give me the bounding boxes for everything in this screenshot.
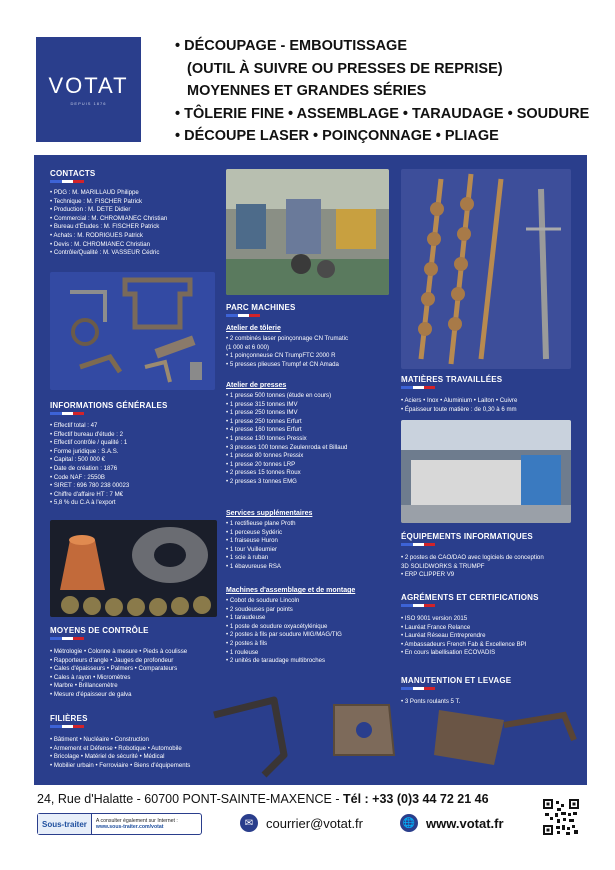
section-bar: [226, 314, 260, 317]
list-item: • 1 taraudeuse: [226, 614, 266, 622]
list-item: • 1 perceuse Sydéric: [226, 528, 282, 536]
workshop-photo: [226, 169, 389, 295]
list-item: • Effectif total : 47: [50, 422, 98, 429]
list-item: • 1 presse 20 tonnes LRP: [226, 460, 296, 468]
filieres-list: [50, 736, 190, 770]
sous-traiter-url[interactable]: www.sous-traiter.com/votat: [95, 824, 164, 830]
section-bar: [401, 604, 435, 607]
filieres-title: FILIÈRES: [50, 714, 88, 723]
list-item: • 1 presse 130 tonnes Pressix: [226, 434, 307, 442]
headline-line-3: MOYENNES ET GRANDES SÉRIES: [187, 83, 427, 99]
infos-list: [50, 422, 129, 508]
matieres-list: [401, 397, 517, 414]
list-item: (1 000 et 6 000): [226, 343, 270, 351]
list-item: • 2 soudeuses par points: [226, 605, 293, 613]
contacts-list: [50, 189, 167, 258]
list-item: • 2 postes à fils: [226, 639, 268, 647]
laser-machine-photo: [401, 420, 571, 523]
list-item: • 1 rectifieuse plane Proth: [226, 520, 296, 527]
list-item: • 2 postes à fils par soudure MIG/MAG/TIG: [226, 631, 342, 639]
list-item: • 1 presse 500 tonnes (étude en cours): [226, 392, 332, 399]
list-item: • Production : M. DETE Didier: [50, 206, 131, 214]
section-bar: [401, 386, 435, 389]
list-item: • 2 unités de taraudage multibroches: [226, 657, 326, 665]
headline-line-1: • DÉCOUPAGE - EMBOUTISSAGE: [175, 38, 407, 54]
sous-traiter-text: [92, 818, 178, 831]
section-bar: [50, 180, 84, 183]
list-item: • Code NAF : 2550B: [50, 473, 105, 481]
sous-traiter-logo: Sous-traiter: [38, 814, 92, 834]
list-item: • Chiffre d'affaire HT : 7 M€: [50, 490, 124, 498]
section-bar: [401, 687, 435, 690]
list-item: • 1 scie à ruban: [226, 554, 269, 562]
list-item: • Mesure d'épaisseur de galva: [50, 690, 132, 698]
list-item: • 5,8 % du C.A à l'export: [50, 499, 116, 507]
list-item: • 3 Ponts roulants 5 T.: [401, 698, 461, 705]
tolerie-list: [226, 335, 348, 369]
list-item: • 2 postes de CAO/DAO avec logiciels de conception: [401, 554, 544, 561]
sous-traiter-line-1: A consulter également sur Internet :: [95, 817, 178, 824]
sous-traiter-badge[interactable]: [37, 813, 202, 835]
section-bar: [50, 637, 84, 640]
list-item: • Capital : 500 000 €: [50, 456, 105, 464]
assemblage-subtitle: Machines d'assemblage et de montage: [226, 587, 356, 594]
list-item: • Métrologie • Colonne à mesure • Pieds à coulisse: [50, 648, 188, 655]
manutention-title: MANUTENTION ET LEVAGE: [401, 676, 512, 685]
logo-name: VOTAT: [48, 73, 129, 98]
services-list: [226, 520, 296, 572]
tolerie-subtitle: Atelier de tôlerie: [226, 325, 281, 332]
list-item: • 1 presse 250 tonnes IMV: [226, 409, 298, 417]
list-item: • Armement et Défense • Robotique • Automobile: [50, 744, 182, 752]
headline-line-4: • TÔLERIE FINE • ASSEMBLAGE • TARAUDAGE • SOUDURE: [175, 105, 590, 122]
list-item: 3D SOLIDWORKS & TRUMPF: [401, 562, 485, 570]
mail-icon: ✉: [240, 814, 258, 832]
list-item: • ISO 9001 version 2015: [401, 615, 468, 622]
equipements-title: ÉQUIPEMENTS INFORMATIQUES: [401, 532, 533, 541]
headline-line-2: (OUTIL À SUIVRE OU PRESSES DE REPRISE): [187, 60, 503, 77]
list-item: • ERP CLIPPER V9: [401, 571, 455, 579]
list-item: • En cours labellisation ECOVADIS: [401, 649, 496, 657]
list-item: • Contrôle/Qualité : M. VASSEUR Cédric: [50, 249, 160, 257]
list-item: • 5 presses plieuses Trumpf et CN Amada: [226, 360, 339, 368]
footer-address: [37, 792, 489, 806]
list-item: • 1 tour Vuilleumier: [226, 545, 278, 553]
address-text: 24, Rue d'Halatte - 60700 PONT-SAINTE-MAXENCE -: [37, 792, 343, 806]
list-item: • Achats : M. RODRIGUES Patrick: [50, 231, 143, 239]
website-link[interactable]: [400, 814, 504, 832]
list-item: • Bureau d'Études : M. FISCHER Patrick: [50, 223, 160, 231]
agrements-list: [401, 615, 526, 658]
list-item: • Ambassadeurs French Fab & Excellence BPI: [401, 640, 527, 648]
list-item: • Aciers • Inox • Aluminium • Laiton • Cuivre: [401, 397, 518, 404]
list-item: • Date de création : 1876: [50, 464, 118, 472]
list-item: • 2 combinés laser poinçonnage CN Trumatic: [226, 335, 349, 342]
list-item: • 1 presse 250 tonnes Erfurt: [226, 417, 302, 425]
list-item: • Effectif contrôle / qualité : 1: [50, 439, 128, 447]
list-item: • 1 presse 315 tonnes IMV: [226, 400, 298, 408]
brackets-photo: [50, 272, 215, 390]
qr-code: [543, 799, 579, 835]
infos-title: INFORMATIONS GÉNÉRALES: [50, 401, 168, 410]
content-panel: [34, 155, 587, 785]
agrements-title: AGRÉMENTS ET CERTIFICATIONS: [401, 593, 539, 602]
logo-since: DEPUIS 1876: [70, 101, 107, 106]
headline-line-5: • DÉCOUPE LASER • POINÇONNAGE • PLIAGE: [175, 128, 499, 144]
list-item: • 1 poinçonneuse CN TrumpFTC 2000 R: [226, 352, 336, 360]
list-item: • Épaisseur toute matière : de 0,30 à 6 mm: [401, 405, 517, 413]
stamped-strip-photo: [401, 169, 571, 369]
list-item: • Mobilier urbain • Ferroviaire • Biens d'équipements: [50, 761, 191, 769]
list-item: • Cales à rayon • Micromètres: [50, 673, 131, 681]
list-item: • 1 fraiseuse Huron: [226, 537, 278, 545]
list-item: • Lauréat Réseau Entreprendre: [401, 632, 486, 640]
equipements-list: [401, 554, 544, 580]
list-item: • Devis : M. CHROMIANEC Christian: [50, 240, 150, 248]
section-bar: [50, 725, 84, 728]
headline: [175, 35, 595, 148]
list-item: • PDG : M. MARILLAUD Philippe: [50, 189, 139, 196]
website-url[interactable]: www.votat.fr: [426, 815, 504, 831]
email-address[interactable]: courrier@votat.fr: [266, 815, 363, 831]
bent-parts-photo: [204, 695, 584, 780]
section-bar: [401, 543, 435, 546]
list-item: • SIRET : 696 780 238 00023: [50, 482, 130, 490]
globe-icon: 🌐: [400, 814, 418, 832]
list-item: • 1 poste de soudure oxyacétylénique: [226, 622, 328, 630]
contacts-title: CONTACTS: [50, 169, 96, 178]
list-item: • Rapporteurs d'angle • Jauges de profondeur: [50, 656, 174, 664]
stamped-parts-photo: [50, 520, 217, 617]
email-link[interactable]: [240, 814, 363, 832]
presses-subtitle: Atelier de presses: [226, 382, 287, 389]
list-item: • 1 ébavureuse RSA: [226, 562, 281, 570]
list-item: • Technique : M. FISCHER Patrick: [50, 197, 143, 205]
list-item: • 2 presses 3 tonnes EMG: [226, 477, 297, 485]
list-item: • Bâtiment • Nucléaire • Construction: [50, 736, 149, 743]
list-item: • Forme juridique : S.A.S.: [50, 447, 119, 455]
list-item: • Lauréat France Relance: [401, 623, 471, 631]
votat-logo: [36, 37, 141, 142]
list-item: • Effectif bureau d'étude : 2: [50, 430, 123, 438]
controle-title: MOYENS DE CONTRÔLE: [50, 626, 149, 635]
list-item: • 4 presse 160 tonnes Erfurt: [226, 426, 302, 434]
phone-number: Tél : +33 (0)3 44 72 21 46: [342, 792, 489, 806]
list-item: • 2 presses 15 tonnes Roux: [226, 469, 301, 477]
list-item: • Commercial : M. CHROMIANEC Christian: [50, 214, 168, 222]
assemblage-list: [226, 597, 342, 666]
list-item: • Cobot de soudure Lincoln: [226, 597, 300, 604]
matieres-title: MATIÈRES TRAVAILLÉES: [401, 375, 503, 384]
list-item: • Marbre • Brillancemètre: [50, 682, 118, 690]
list-item: • Cales d'épaisseurs • Palmers • Comparateurs: [50, 665, 178, 673]
parc-title: PARC MACHINES: [226, 303, 296, 312]
list-item: • 1 presse 80 tonnes Pressix: [226, 452, 304, 460]
section-bar: [50, 412, 84, 415]
list-item: • Bricolage • Matériel de sécurité • Médical: [50, 753, 165, 761]
presses-list: [226, 392, 347, 487]
list-item: • 3 presses 100 tonnes Zeulenroda et Billaud: [226, 443, 348, 451]
services-subtitle: Services supplémentaires: [226, 510, 313, 517]
list-item: • 1 rouleuse: [226, 648, 259, 656]
controle-list: [50, 648, 187, 700]
